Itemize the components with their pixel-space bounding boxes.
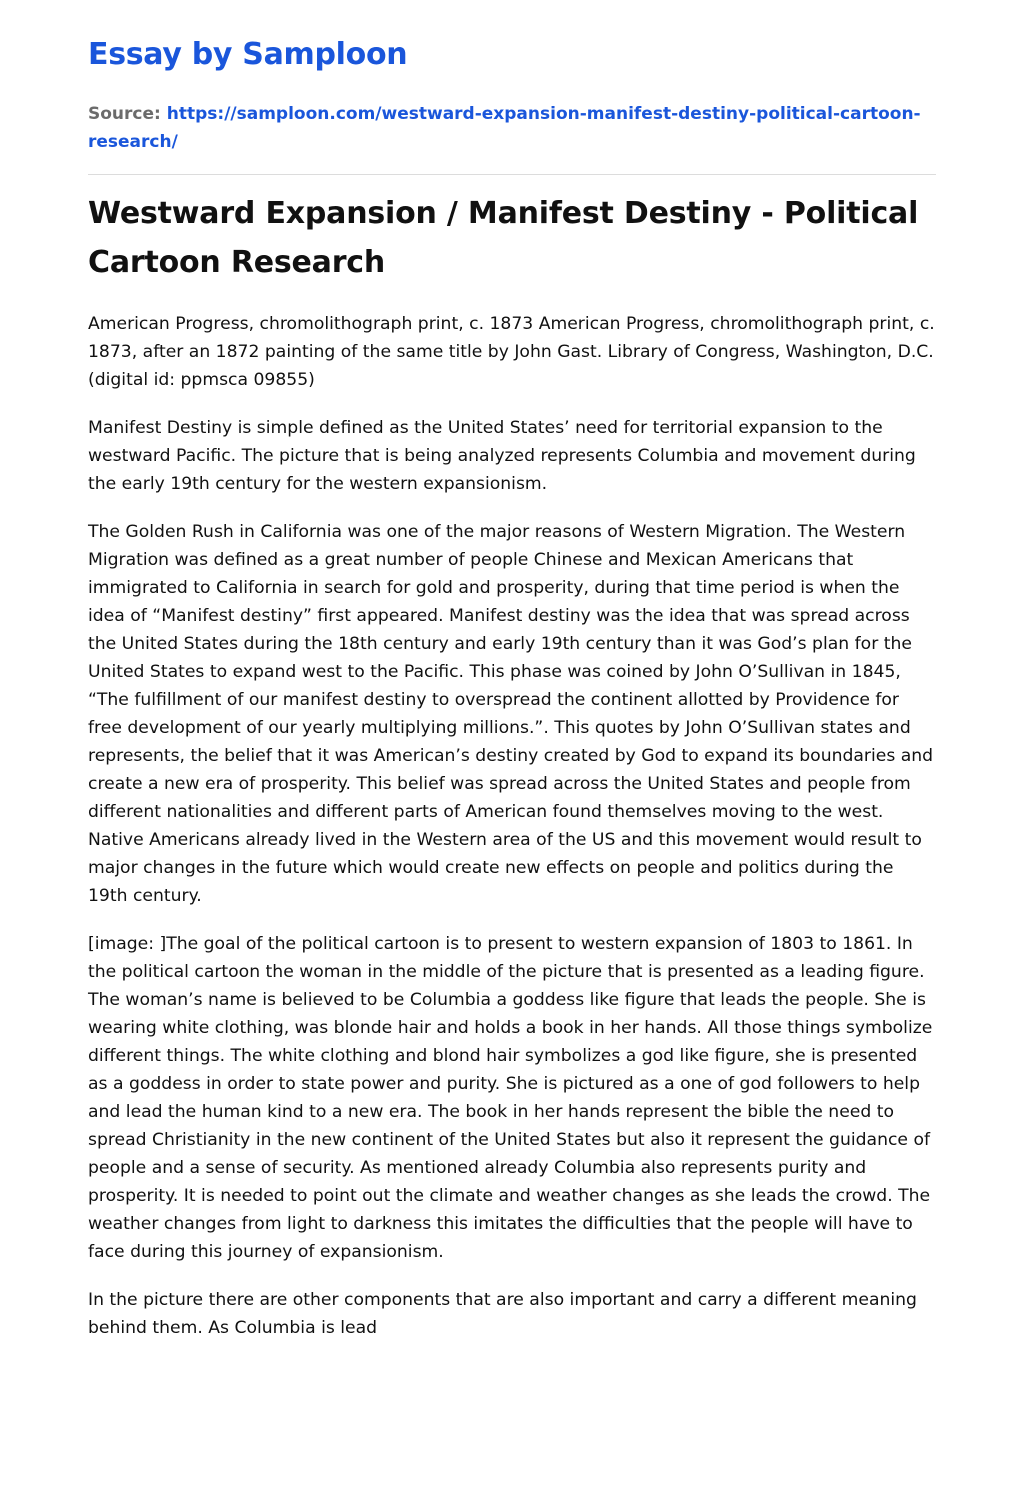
paragraph: In the picture there are other components that are also important and carry a different meaning behind them. As Columbia is lead: [88, 1290, 917, 1338]
source-line: [88, 100, 936, 156]
brand-title: Essay by Samploon: [88, 37, 408, 72]
paragraph: The Golden Rush in California was one of the major reasons of Western Migration. The Western Migration was defined as a great number of people Chinese and Mexican Americans that immigrated to California in search for gold and prosperity, during that time period is when the idea of “Manifest destiny” first appeared. Manifest destiny was the idea that was spread across the United States during the 18th century and early 19th century than it was God’s plan for the United States to expand west to the Pacific. This phase was coined by John O’Sullivan in 1845, “The fulfillment of our manifest destiny to overspread the continent allotted by Providence for free development of our yearly multiplying millions.”. This quotes by John O’Sullivan states and represents, the belief that it was American’s destiny created by God to expand its boundaries and create a new era of prosperity. This belief was spread across the United States and people from different nationalities and different parts of American found themselves moving to the west. Native Americans already lived in the Western area of the US and this movement would result to major changes in the future which would create new effects on people and politics during the 19th century.: [88, 522, 934, 906]
paragraph: Manifest Destiny is simple defined as the United States’ need for territorial expansion to the westward Pacific. The picture that is being analyzed represents Columbia and movement during the early 19th century for the western expansionism.: [88, 418, 916, 494]
source-label: Source:: [88, 104, 161, 124]
article-body: [88, 310, 936, 1342]
document-page: [88, 0, 936, 1342]
source-link[interactable]: https://samploon.com/westward-expansion-manifest-destiny-political-cartoon-research/: [88, 104, 921, 152]
article-title: Westward Expansion / Manifest Destiny - Political Cartoon Research: [88, 196, 919, 280]
paragraph: [image: ]The goal of the political cartoon is to present to western expansion of 1803 to 1861. In the political cartoon the woman in the middle of the picture that is presented as a leading figure. The woman’s name is believed to be Columbia a goddess like figure that leads the people. She is wearing white clothing, was blonde hair and holds a book in her hands. All those things symbolize different things. The white clothing and blond hair symbolizes a god like figure, she is presented as a goddess in order to state power and purity. She is pictured as a one of god followers to help and lead the human kind to a new era. The book in her hands represent the bible the need to spread Christianity in the new continent of the United States but also it represent the guidance of people and a sense of security. As mentioned already Columbia also represents purity and prosperity. It is needed to point out the climate and weather changes as she leads the crowd. The weather changes from light to darkness this imitates the difficulties that the people will have to face during this journey of expansionism.: [88, 934, 933, 1262]
divider: [88, 174, 936, 175]
paragraph: American Progress, chromolithograph print, c. 1873 American Progress, chromolithograph print, c. 1873, after an 1872 painting of the same title by John Gast. Library of Congress, Washington, D.C. (digital id: ppmsca 09855): [88, 314, 935, 390]
